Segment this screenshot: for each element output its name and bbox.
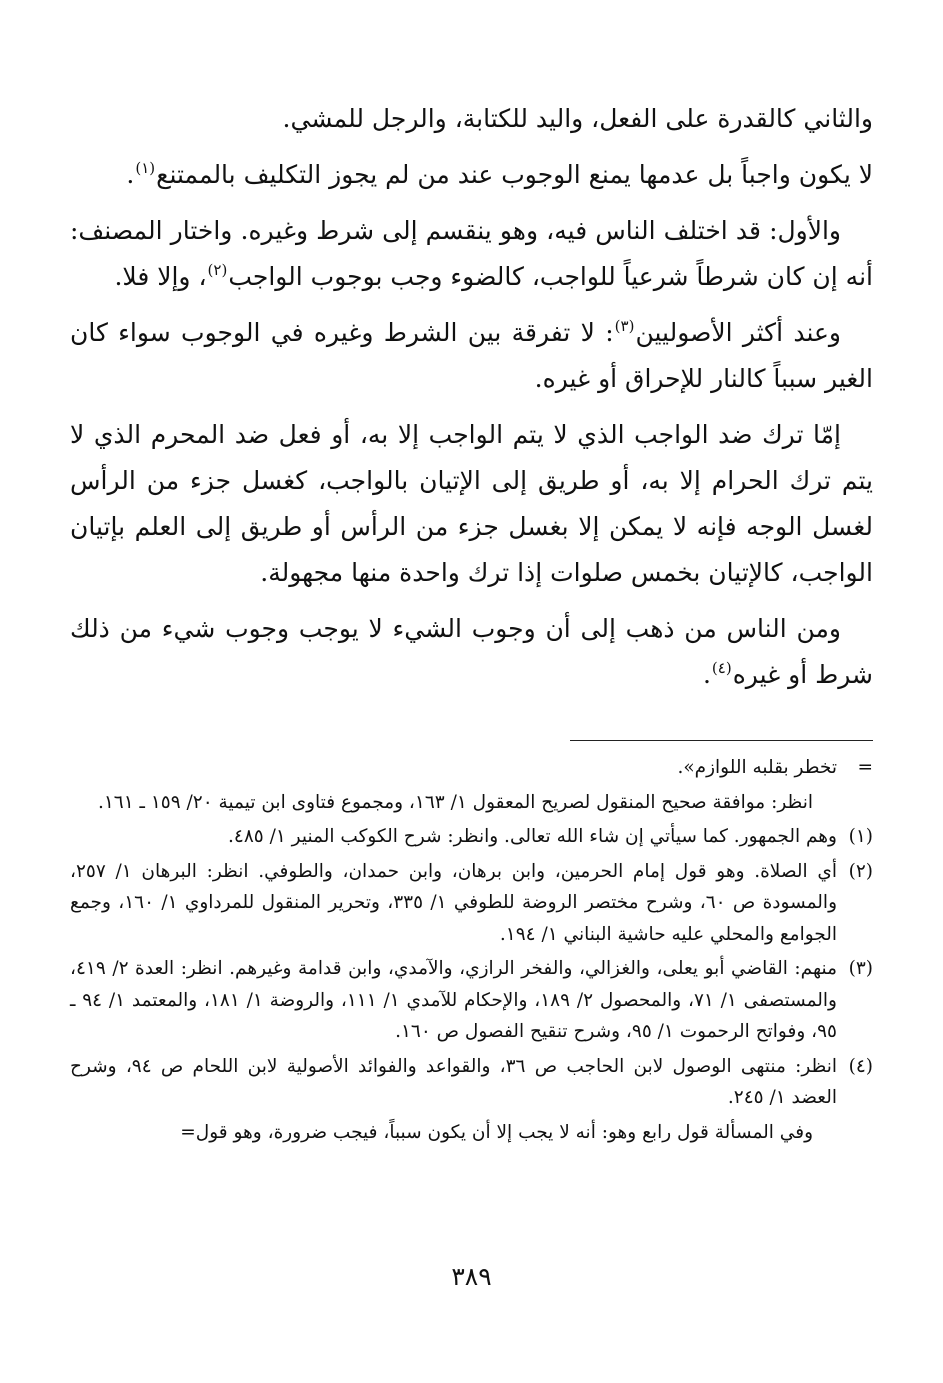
paragraph bbox=[70, 412, 873, 596]
footnote-ref[interactable]: (١) bbox=[135, 159, 156, 177]
footnote-ref[interactable]: (٢) bbox=[207, 261, 228, 279]
paragraph-text: والثاني كالقدرة على الفعل، واليد للكتابة، والرجل للمشي. bbox=[282, 104, 873, 133]
paragraph bbox=[70, 606, 873, 698]
main-text bbox=[70, 96, 873, 708]
footnote-number: (٢) bbox=[848, 860, 873, 882]
paragraph-text: . bbox=[126, 160, 135, 189]
paragraph-text: وعند أكثر الأصوليين bbox=[635, 318, 841, 347]
carryover-mark: = bbox=[857, 757, 873, 778]
footnote-divider bbox=[570, 740, 873, 741]
footnote-text: تخطر بقلبه اللوازم». bbox=[677, 757, 837, 778]
footnote-carryover-refs bbox=[70, 787, 873, 819]
footnote-number: (٤) bbox=[848, 1055, 873, 1077]
paragraph bbox=[70, 152, 873, 198]
footnote-3 bbox=[70, 953, 873, 1048]
footnote-text: انظر: موافقة صحيح المنقول لصريح المعقول ١/ ١٦٣، ومجموع فتاوى ابن تيمية ٢٠/ ١٥٩ ـ ١٦١. bbox=[97, 791, 813, 813]
paragraph-text: إمّا ترك ضد الواجب الذي لا يتم الواجب إلا به، أو فعل ضد المحرم الذي لا يتم ترك الحرام إلا به، أو طريق إلى الإتيان بالواجب، كغسل جزء من الرأس لغسل الوجه فإنه لا يمكن إلا بغسل جزء من الرأس أو طريق إلى العلم بإتيان الواجب، كالإتيان بخمس صلوات إذا ترك واحدة منها مجهولة. bbox=[70, 420, 873, 587]
paragraph-text: والأول: قد اختلف الناس فيه، وهو ينقسم إلى شرط وغيره. واختار المصنف: أنه إن كان شرطاً شرعياً للواجب، كالضوء وجب بوجوب الواجب bbox=[70, 216, 873, 291]
footnote-text: انظر: منتهى الوصول لابن الحاجب ص ٣٦، والقواعد والفوائد الأصولية لابن اللحام ص ٩٤، وشرح العضد ١/ ٢٤٥. bbox=[70, 1055, 837, 1108]
footnote-4 bbox=[70, 1051, 873, 1114]
footnote-ref[interactable]: (٤) bbox=[711, 659, 732, 677]
footnote-text: أي الصلاة. وهو قول إمام الحرمين، وابن برهان، وابن حمدان، والطوفي. انظر: البرهان ١/ ٢٥٧، والمسودة ص ٦٠، وشرح مختصر الروضة للطوفي ١/ ٣٣٥، وتحرير المنقول للمرداوي ١/ ١٦٠، وجمع الجوامع والمحلي عليه حاشية البناني ١/ ١٩٤. bbox=[70, 860, 838, 945]
paragraph bbox=[70, 208, 873, 300]
footnote-4-continued bbox=[70, 1117, 873, 1149]
footnotes bbox=[70, 752, 873, 1151]
footnote-text: وهم الجمهور. كما سيأتي إن شاء الله تعالى. وانظر: شرح الكوكب المنير ١/ ٤٨٥. bbox=[228, 826, 837, 847]
footnote-text: منهم: القاضي أبو يعلى، والغزالي، والفخر الرازي، والآمدي، وابن قدامة وغيرهم. انظر: العدة ٢/ ٤١٩، والمستصفى ١/ ٧١، والمحصول ٢/ ١٨٩، والإحكام للآمدي ١/ ١١١، والروضة ١/ ١٨١، والمعتمد ١/ ٩٤ ـ ٩٥، وفواتح الرحموت ١/ ٩٥، وشرح تنقيح الفصول ص ١٦٠. bbox=[70, 958, 837, 1042]
paragraph-text: . bbox=[702, 660, 711, 689]
footnote-1 bbox=[70, 821, 873, 853]
footnote-carryover bbox=[70, 752, 873, 784]
paragraph-text: ، وإلا فلا. bbox=[114, 262, 207, 291]
footnote-number: (١) bbox=[848, 826, 873, 847]
paragraph bbox=[70, 96, 873, 142]
paragraph bbox=[70, 310, 873, 402]
footnote-text: وفي المسألة قول رابع وهو: أنه لا يجب إلا أن يكون سبباً، فيجب ضرورة، وهو قول= bbox=[180, 1121, 813, 1143]
paragraph-text: لا يكون واجباً بل عدمها يمنع الوجوب عند من لم يجوز التكليف بالممتنع bbox=[156, 160, 873, 189]
footnote-ref[interactable]: (٣) bbox=[614, 317, 635, 335]
page-number: ٣٨٩ bbox=[451, 1262, 492, 1291]
footnote-2 bbox=[70, 856, 873, 951]
paragraph-text: ومن الناس من ذهب إلى أن وجوب الشيء لا يوجب وجوب شيء من ذلك شرط أو غيره bbox=[70, 614, 873, 689]
paragraph-text: : لا تفرقة بين الشرط وغيره في الوجوب سواء كان الغير سبباً كالنار للإحراق أو غيره. bbox=[70, 318, 873, 393]
footnote-number: (٣) bbox=[848, 958, 873, 979]
